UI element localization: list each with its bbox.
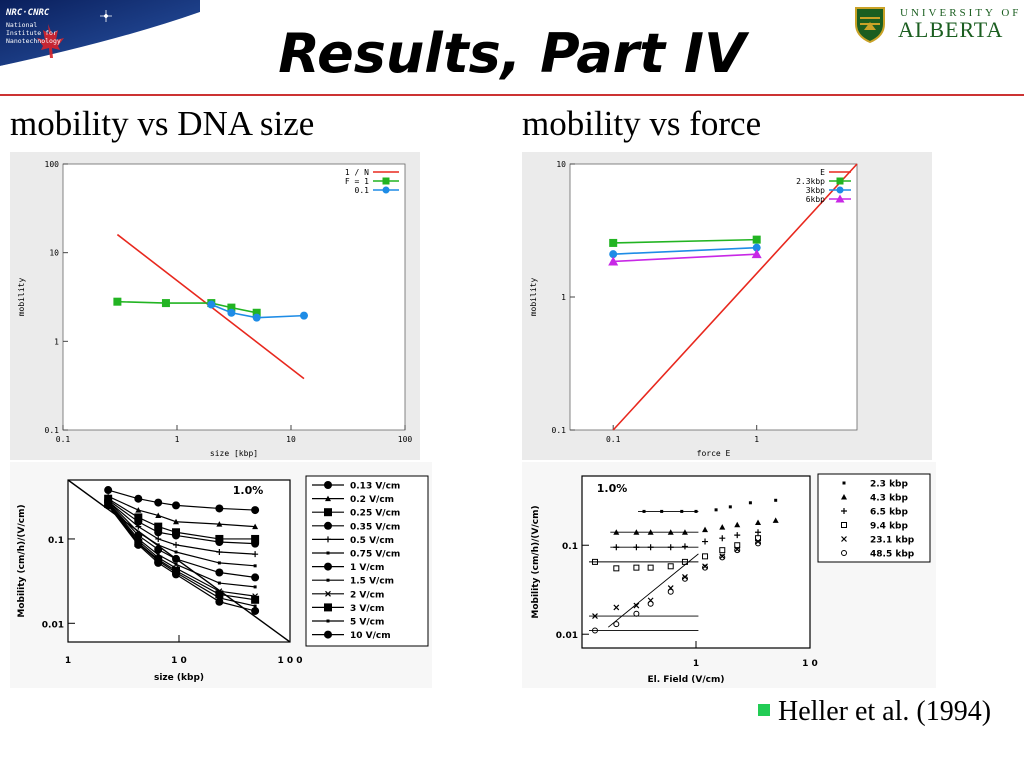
y-tick-label: 10 — [556, 160, 566, 169]
data-point — [172, 501, 180, 509]
legend-marker — [327, 579, 330, 582]
data-point — [660, 510, 663, 513]
legend-marker — [324, 631, 332, 639]
data-point — [134, 541, 142, 549]
legend-label: F = 1 — [344, 177, 369, 186]
x-tick-label: 100 — [397, 435, 413, 444]
data-point — [215, 504, 223, 512]
x-tick-label: 0.1 — [55, 435, 71, 444]
data-point — [215, 569, 223, 577]
legend-label: 2.3kbp — [796, 177, 825, 186]
y-tick-label: 1 — [54, 337, 59, 347]
data-point — [207, 301, 215, 309]
data-point — [154, 528, 162, 536]
data-point — [609, 239, 617, 247]
y-tick-label: 0.1 — [562, 542, 578, 553]
y-tick-label: 0.01 — [555, 631, 578, 642]
data-point — [729, 505, 732, 508]
data-point — [253, 314, 261, 322]
exp-field-chart — [522, 462, 936, 688]
x-tick-label: 1 — [692, 659, 700, 669]
data-point — [251, 540, 259, 548]
y-tick-label: 10 — [49, 248, 59, 258]
data-point — [251, 596, 259, 604]
y-tick-label: 0.1 — [44, 426, 59, 435]
data-point — [154, 499, 162, 507]
legend-label: 2.3 kbp — [870, 479, 908, 490]
x-axis-label: size (kbp) — [153, 673, 205, 683]
y-axis-label: mobility — [529, 277, 538, 317]
data-point — [251, 506, 259, 514]
legend-marker — [843, 482, 846, 485]
y-tick-label: 100 — [44, 160, 59, 169]
data-point — [774, 499, 777, 502]
data-point — [215, 538, 223, 546]
legend-label: 9.4 kbp — [870, 521, 908, 532]
legend-label: 3 V/cm — [350, 603, 385, 614]
title-divider — [0, 94, 1024, 96]
y-tick-label: 1 — [561, 293, 566, 302]
legend-label: 2 V/cm — [350, 590, 385, 601]
gel-annotation: 1.0% — [596, 482, 628, 495]
x-tick-label: 0.1 — [605, 435, 621, 444]
legend-label: 0.2 V/cm — [350, 495, 395, 506]
nrc-line-2: Institute for — [6, 29, 57, 37]
y-axis-label: Mobility (cm/h)/(V/cm) — [17, 504, 27, 618]
x-tick-label: 1 0 — [171, 656, 187, 666]
data-point — [172, 570, 180, 578]
legend-label: 48.5 kbp — [870, 549, 915, 560]
data-point — [227, 309, 235, 317]
x-axis-label: El. Field (V/cm) — [647, 675, 725, 685]
legend-marker — [837, 187, 844, 194]
legend-marker — [837, 178, 844, 185]
data-point — [251, 573, 259, 581]
y-tick-label: 0.01 — [41, 620, 64, 631]
data-point — [695, 510, 698, 513]
legend-marker — [327, 620, 330, 623]
citation-text: Heller et al. (1994) — [778, 696, 992, 727]
data-point — [154, 559, 162, 567]
sim-force-chart — [522, 152, 932, 460]
data-point — [218, 582, 221, 585]
data-point — [134, 495, 142, 503]
page-title: Results, Part IV — [278, 22, 746, 85]
legend-marker — [327, 552, 330, 555]
legend-marker — [324, 563, 332, 571]
data-point — [104, 501, 112, 509]
data-point — [175, 563, 178, 566]
y-tick-label: 0.1 — [48, 535, 64, 546]
x-axis-label: size [kbp] — [209, 449, 259, 458]
data-point — [753, 236, 761, 244]
x-tick-label: 1 — [754, 435, 760, 444]
left-subtitle: mobility vs DNA size — [10, 104, 315, 143]
data-point — [172, 531, 180, 539]
legend-label: 1 / N — [344, 168, 369, 177]
data-point — [254, 585, 257, 588]
nrc-logo-title: NRC·CNRC — [6, 8, 50, 18]
legend-label: 0.5 V/cm — [350, 535, 395, 546]
legend-label: 0.1 — [354, 186, 369, 195]
legend-marker — [324, 603, 332, 611]
nrc-line-3: Nanotechnology — [6, 37, 61, 45]
x-axis-label: force E — [696, 449, 731, 458]
legend-marker — [324, 481, 332, 489]
data-point — [300, 312, 308, 320]
data-point — [113, 298, 121, 306]
legend-label: 0.35 V/cm — [350, 522, 401, 533]
data-point — [162, 299, 170, 307]
x-tick-label: 1 0 — [802, 659, 818, 669]
data-point — [104, 486, 112, 494]
legend-label: 1 V/cm — [350, 563, 385, 574]
university-line-1: UNIVERSITY OF — [900, 7, 1022, 19]
data-point — [175, 551, 178, 554]
x-tick-label: 10 — [286, 435, 296, 444]
legend-label: 5 V/cm — [350, 617, 385, 628]
legend-label: 1.5 V/cm — [350, 576, 395, 587]
right-subtitle: mobility vs force — [522, 104, 762, 143]
nrc-line-1: National — [6, 21, 38, 29]
plot-area — [63, 164, 405, 430]
legend-label: 0.25 V/cm — [350, 508, 401, 519]
legend-label: 3kbp — [805, 186, 825, 195]
data-point — [749, 501, 752, 504]
gel-annotation: 1.0% — [232, 484, 264, 497]
data-point — [215, 598, 223, 606]
legend-marker — [383, 178, 390, 185]
x-tick-label: 1 — [64, 656, 72, 666]
legend-label: 4.3 kbp — [870, 493, 908, 504]
legend-label: 6.5 kbp — [870, 507, 908, 518]
legend-label: 23.1 kbp — [870, 535, 915, 546]
x-tick-label: 1 0 0 — [277, 656, 303, 666]
bullet-icon — [758, 704, 770, 716]
legend-marker — [324, 508, 332, 516]
legend-label: 10 V/cm — [350, 631, 391, 642]
legend-label: 0.13 V/cm — [350, 481, 401, 492]
legend-marker — [324, 522, 332, 530]
sim-size-chart — [10, 152, 420, 460]
data-point — [715, 508, 718, 511]
y-axis-label: Mobility (cm/h)/(V/cm) — [531, 505, 541, 619]
data-point — [172, 555, 180, 563]
data-point — [251, 607, 259, 615]
data-point — [680, 510, 683, 513]
legend-label: 6kbp — [805, 195, 825, 204]
data-point — [218, 561, 221, 564]
legend-label: 0.75 V/cm — [350, 549, 401, 560]
university-line-2: ALBERTA — [898, 17, 1004, 42]
data-point — [643, 510, 646, 513]
legend-label: E — [820, 168, 825, 177]
y-axis-label: mobility — [17, 277, 26, 317]
y-tick-label: 0.1 — [551, 426, 566, 435]
legend-marker — [383, 187, 390, 194]
x-tick-label: 1 — [174, 435, 180, 444]
exp-size-chart — [10, 462, 432, 688]
data-point — [254, 564, 257, 567]
citation — [758, 696, 991, 728]
